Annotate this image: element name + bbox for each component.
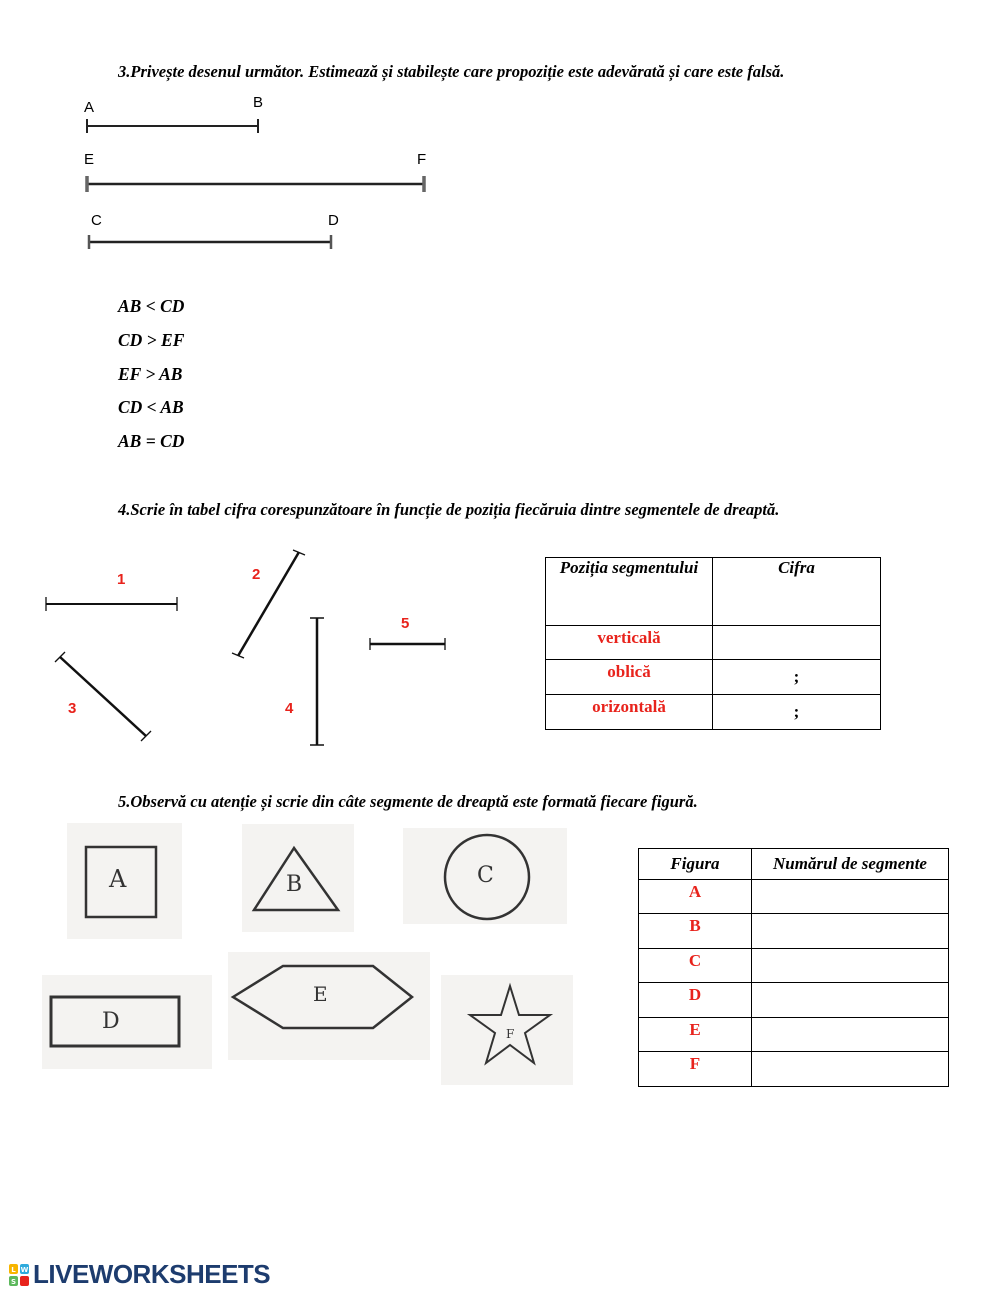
segment-number-1: 1 [117,571,126,588]
table-row [546,660,881,695]
row-label-horizontal: orizontală [546,695,713,730]
figure-label-f: F [506,1027,515,1041]
row-label-d: D [639,983,752,1018]
segment-ef [87,176,424,192]
segment-4-vertical [310,618,324,745]
figure-c-circle [403,828,567,924]
answer-cell-b[interactable] [752,914,949,949]
row-label-e: E [639,1018,752,1052]
exercise5-heading: 5.Observă cu atenție și scrie din câte segmente de dreaptă este formată fiecare figură. [118,792,698,811]
table-row [639,1052,949,1087]
table-row [639,1018,949,1052]
answer-cell-e[interactable] [752,1018,949,1052]
liveworksheets-brand-text: LIVEWORKSHEETS [33,1259,271,1289]
exercise4-heading: 4.Scrie în tabel cifra corespunzătoare în funcție de poziția fiecăruia dintre segmentele de dreaptă. [118,500,780,519]
segment-1-horizontal [46,597,177,611]
statement-3: EF > AB [118,364,183,384]
figure-label-a: A [109,865,127,893]
row-label-c: C [639,949,752,983]
segments-count-table [638,848,949,1087]
positions-diagram [0,540,470,760]
row-label-vertical: verticală [546,626,713,660]
liveworksheets-logo[interactable] [8,1259,270,1290]
row-label-b: B [639,914,752,949]
table-row [639,983,949,1018]
header-digit: Cifra [713,558,881,626]
answer-cell-f[interactable] [752,1052,949,1087]
table-row [546,626,881,660]
segment-2-oblique [232,550,305,658]
figure-label-c: C [477,863,494,888]
figure-f-star [441,975,573,1085]
statement-1: AB < CD [118,296,185,316]
table-row [639,914,949,949]
segment-5-horizontal [370,638,445,650]
segment-ab [87,119,258,133]
row-label-a: A [639,880,752,914]
point-label-e: E [84,151,95,168]
answer-cell-c[interactable] [752,949,949,983]
header-position: Poziția segmentului [546,558,713,626]
answer-cell-vertical[interactable] [713,626,881,660]
segments-table-header [639,849,949,880]
answer-cell-oblique[interactable]: ; [713,660,881,695]
liveworksheets-logo-icon [8,1262,30,1288]
table-row [639,880,949,914]
table-row [546,695,881,730]
answer-cell-a[interactable] [752,880,949,914]
point-label-c: C [91,212,102,229]
figure-label-b: B [286,872,303,897]
segment-cd [89,235,331,249]
row-label-oblique: oblică [546,660,713,695]
answer-cell-d[interactable] [752,983,949,1018]
statement-2: CD > EF [118,330,185,350]
figure-label-e: E [313,982,328,1006]
point-label-a: A [84,99,95,116]
positions-table [545,557,881,730]
row-label-f: F [639,1052,752,1087]
segment-number-3: 3 [68,700,77,717]
header-figure: Figura [639,849,752,880]
segment-number-2: 2 [252,566,261,583]
point-label-d: D [328,212,339,229]
figure-e-hexagon [228,952,430,1060]
table-row [639,949,949,983]
statement-4: CD < AB [118,397,184,417]
segment-number-4: 4 [285,700,294,717]
segments-diagram [0,0,500,260]
header-segment-count: Numărul de segmente [752,849,949,880]
logo-letter-w: W [20,1265,29,1274]
point-label-f: F [417,151,427,168]
segment-number-5: 5 [401,615,410,632]
logo-letter-l: L [11,1265,16,1274]
logo-letter-s: S [10,1277,17,1286]
figure-label-d: D [102,1009,120,1034]
point-label-b: B [253,94,264,111]
statement-5: AB = CD [118,431,185,451]
figure-d-rectangle [42,975,212,1069]
segment-3-oblique [55,652,151,741]
exercise3-heading: 3.Privește desenul următor. Estimează și stabilește care propoziție este adevărată și care este falsă. [118,62,785,81]
positions-table-header [546,558,881,626]
figure-b-triangle [242,824,354,932]
answer-cell-horizontal[interactable]: ; [713,695,881,730]
figure-a-square [67,823,182,939]
